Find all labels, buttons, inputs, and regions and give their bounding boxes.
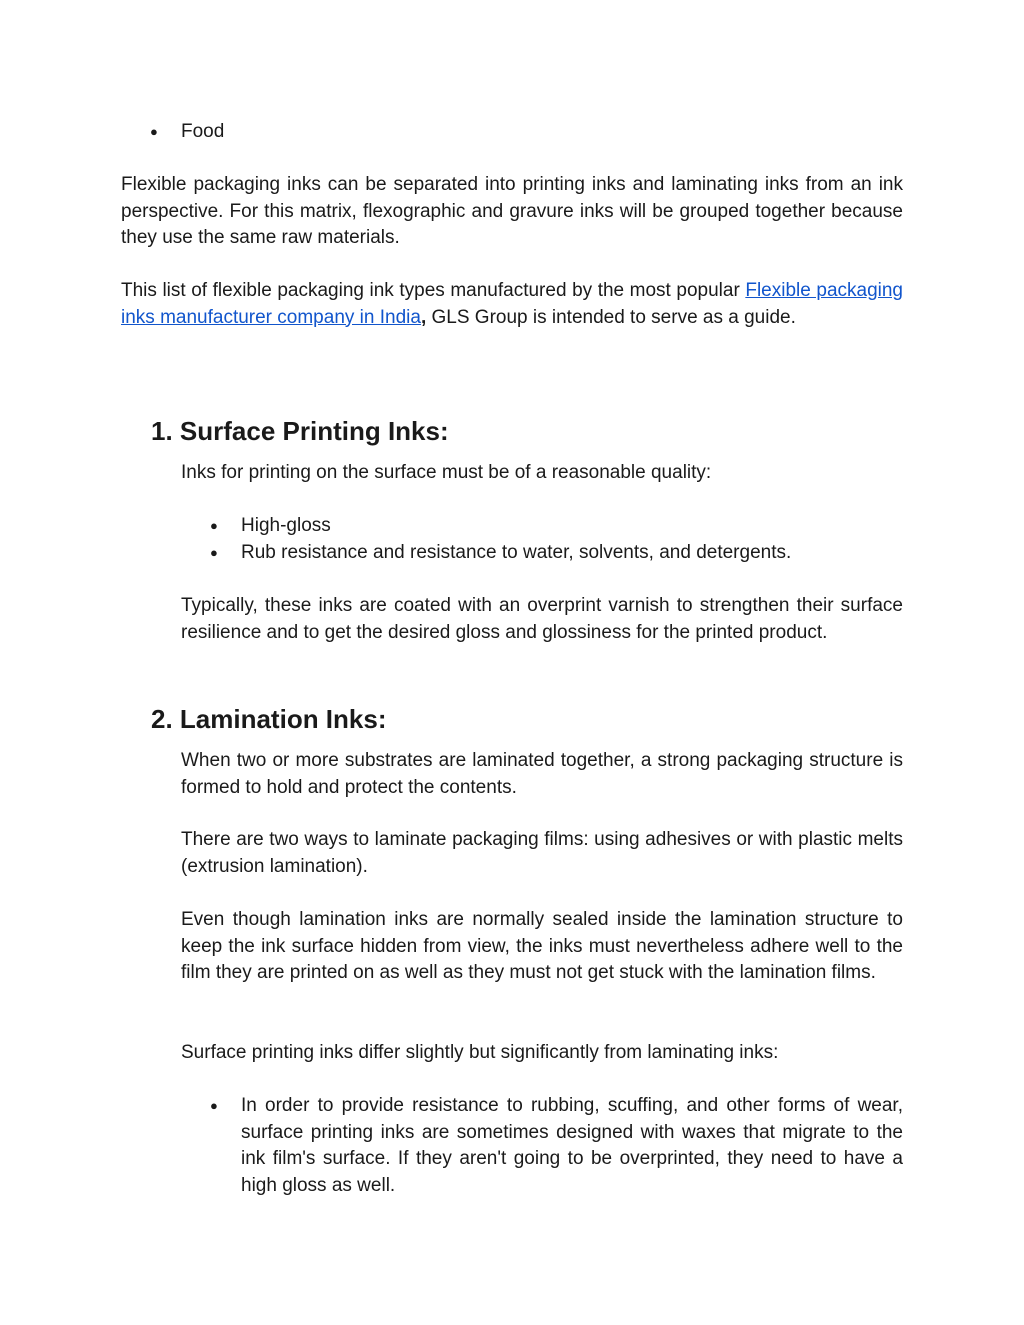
manufacturer-link[interactable]: Flexible packaging inks manufacturer company in India bbox=[121, 280, 903, 328]
list-item: High-gloss bbox=[241, 515, 331, 536]
list-item: Rub resistance and resistance to water, solvents, and detergents. bbox=[241, 542, 792, 563]
section1-intro: Inks for printing on the surface must be of a reasonable quality: bbox=[181, 462, 712, 483]
section2-paragraph: Surface printing inks differ slightly but significantly from laminating inks: bbox=[181, 1042, 779, 1063]
bullet-marker: ● bbox=[210, 545, 218, 560]
guide-text-before: This list of flexible packaging ink types manufactured by the most popular bbox=[121, 280, 746, 301]
section2-paragraph: There are two ways to laminate packaging films: using adhesives or with plastic melts (extrusion lamination). bbox=[181, 829, 903, 877]
guide-text-after: GLS Group is intended to serve as a guide. bbox=[426, 306, 796, 328]
list-item: In order to provide resistance to rubbing, scuffing, and other forms of wear, surface printing inks are sometimes designed with waxes that migrate to the ink film's surface. If they aren't going to be overprinted, they need to have a high gloss as well. bbox=[241, 1095, 903, 1196]
section1-paragraph: Typically, these inks are coated with an overprint varnish to strengthen their surface resilience and to get the desired gloss and glossiness for the printed product. bbox=[181, 595, 903, 643]
bullet-marker: ● bbox=[210, 518, 218, 533]
intro-paragraph: Flexible packaging inks can be separated into printing inks and laminating inks from an ink perspective. For this matrix, flexographic and gravure inks will be grouped together because they use the same raw materials. bbox=[121, 174, 903, 248]
guide-comma: , bbox=[420, 306, 427, 328]
list-item: Food bbox=[181, 121, 225, 142]
bullet-marker: ● bbox=[150, 124, 158, 139]
section2-heading: 2. Lamination Inks: bbox=[151, 704, 387, 734]
section2-paragraph: When two or more substrates are laminated together, a strong packaging structure is formed to hold and protect the contents. bbox=[181, 750, 903, 798]
bullet-marker: ● bbox=[210, 1098, 218, 1113]
section1-heading: 1. Surface Printing Inks: bbox=[151, 416, 449, 446]
guide-paragraph bbox=[121, 278, 903, 331]
section2-paragraph: Even though lamination inks are normally sealed inside the lamination structure to keep the ink surface hidden from view, the inks must nevertheless adhere well to the film they are printed on as well as they must not get stuck with the lamination films. bbox=[181, 909, 903, 983]
